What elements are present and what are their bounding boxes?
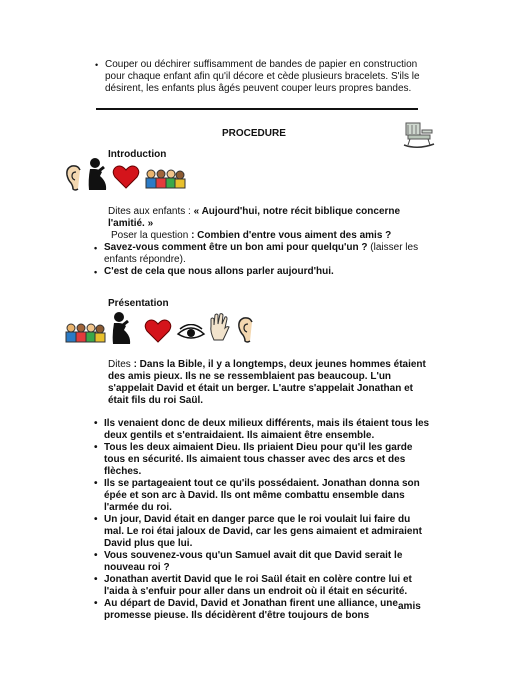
presentation-bullet (94, 514, 439, 550)
children-group-icon (64, 322, 106, 346)
bullet-dot: • (94, 418, 98, 429)
heart-icon (144, 318, 172, 344)
bullet-dot: • (94, 574, 98, 585)
bullet-line: Ils venaient donc de deux milieux différents, mais ils étaient tous les (104, 418, 430, 429)
bullet-line: promesse pieuse. Ils décidèrent d'être toujours de bons (104, 610, 370, 621)
last-word: amis (398, 601, 421, 612)
presentation-bullet (94, 550, 439, 574)
bullet-line: deux gentils et s'entraidaient. Ils aimaient être ensemble. (104, 430, 375, 441)
bullet-line: épée et son arc à David. Ils ont même combattu ensemble dans (104, 490, 405, 501)
prep-bullet (95, 59, 435, 95)
bullet-dot: • (94, 478, 98, 489)
prep-line-2: pour chaque enfant afin qu'il décore et cède plusieurs bracelets. S'ils le (105, 71, 420, 82)
presentation-paragraph: Dites : Dans la Bible, il y a longtemps, deux jeunes hommes étaient des amis pieux. Ils ne se ressemblaient pas beaucoup. L'un s'appelait David et était un berger. L'autre s'appelait Jonathan et était fils du roi Saül. (108, 359, 426, 406)
bullet-line: mal. Le roi étai jaloux de David, car les gens aimaient et admiraient (104, 526, 422, 537)
children-group-icon (144, 168, 186, 192)
bullet-dot: • (95, 60, 99, 70)
heart-icon (112, 164, 140, 190)
bullet-dot: • (94, 514, 98, 525)
hand-icon (208, 312, 230, 342)
eye-icon (176, 324, 206, 342)
procedure-title: PROCEDURE (222, 128, 286, 139)
ask-question: Poser la question : Combien d'entre vous aiment des amis ? (111, 230, 392, 241)
presentation-heading: Présentation (108, 298, 169, 309)
bullet-line: Vous souvenez-vous qu'un Samuel avait dit que David serait le (104, 550, 403, 561)
bullet-line: tous en sécurité. Ils aimaient tous chasser avec des arcs et des (104, 454, 406, 465)
bullet-dot: • (94, 442, 98, 453)
prep-line-3: désirent, les enfants plus âgés peuvent couper leurs propres bandes. (105, 83, 412, 94)
bullet-line: David plus que lui. (104, 538, 193, 549)
praying-child-icon (86, 158, 110, 192)
presentation-bullet (94, 418, 439, 442)
bullet-line: flèches. (104, 466, 142, 477)
presentation-bullet (94, 598, 439, 622)
introduction-heading: Introduction (108, 149, 167, 160)
prep-line-1: Couper ou déchirer suffisamment de bandes de papier en construction (105, 59, 418, 70)
bullet-line: l'aida à s'enfuir pour aller dans un endroit où il était en sécurité. (104, 586, 408, 597)
praying-child-icon (110, 312, 134, 346)
bullet-line: Un jour, David était en danger parce que le roi voulait lui faire du (104, 514, 411, 525)
bullet-line: Ils se partageaient tout ce qu'ils possédaient. Jonathan donna son (104, 478, 420, 489)
say-to-children: Dites aux enfants : « Aujourd'hui, notre récit biblique concerne (108, 206, 401, 217)
intro-bullet-2: • C'est de cela que nous allons parler aujourd'hui. (94, 266, 334, 277)
say-to-children-cont: l'amitié. » (108, 218, 154, 229)
presentation-bullet (94, 442, 439, 478)
bullet-dot: • (94, 550, 98, 561)
ear-icon (236, 316, 258, 344)
bullet-line: Jonathan avertit David que le roi Saül était en colère contre lui et (104, 574, 412, 585)
presentation-bullet (94, 574, 439, 598)
rocking-chair-icon (402, 120, 436, 150)
bullet-dot: • (94, 598, 98, 609)
bullet-line: Au départ de David, David et Jonathan firent une alliance, une (104, 598, 398, 609)
bullet-line: l'armée du roi. (104, 502, 172, 513)
presentation-bullet (94, 478, 439, 514)
ear-icon (64, 164, 86, 192)
presentation-bullets (94, 418, 439, 622)
section-divider (96, 108, 418, 110)
bullet-line: nouveau roi ? (104, 562, 170, 573)
intro-bullet-1: • Savez-vous comment être un bon ami pour quelqu'un ? (laisser les enfants répondre). (94, 242, 419, 265)
bullet-line: Tous les deux aimaient Dieu. Ils priaient Dieu pour qu'il les garde (104, 442, 413, 453)
